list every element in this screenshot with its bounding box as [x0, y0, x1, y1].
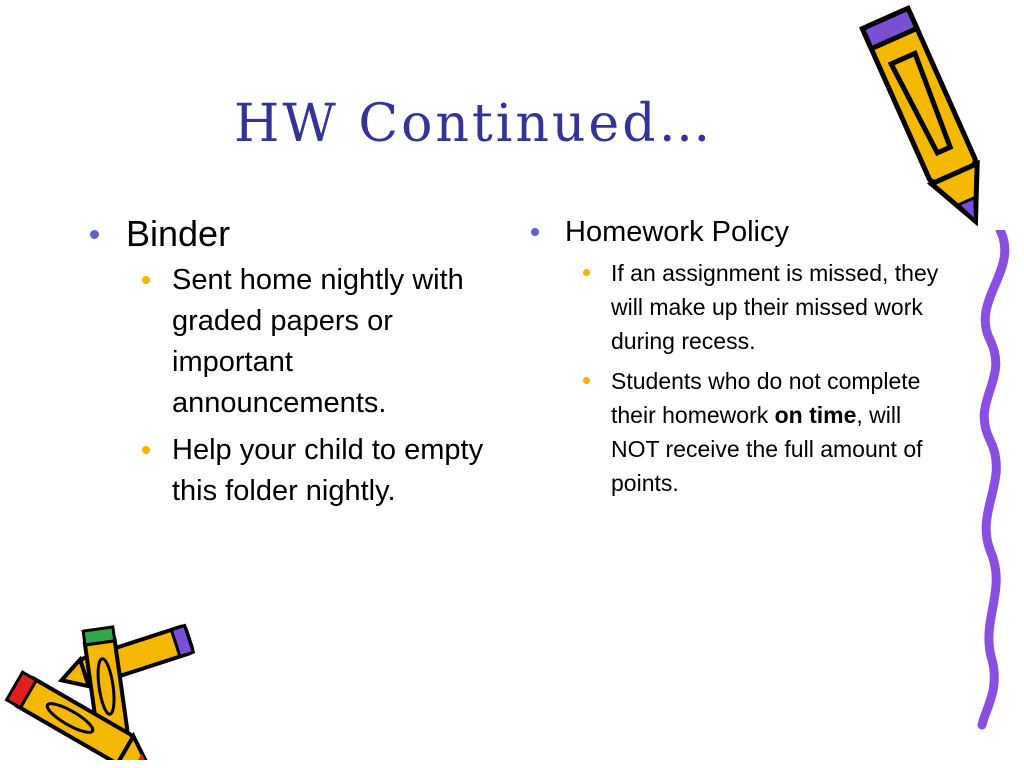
- sub-bullet-bold-text: on time: [774, 402, 857, 428]
- bullet-binder: [88, 212, 488, 256]
- sub-bullet: [527, 256, 947, 358]
- sub-bullet-dot-icon: [583, 269, 590, 276]
- slide-title: HW Continued…: [234, 94, 714, 154]
- right-column: [527, 212, 947, 506]
- pencil-icon: [858, 4, 1003, 240]
- left-column: [88, 212, 488, 518]
- sub-bullet-text-part2: , will NOT receive the full amount of points.: [611, 402, 923, 496]
- sub-bullet-text-part1: Students who do not complete their homework: [611, 368, 921, 428]
- bullet-homework-policy-text: Homework Policy: [565, 216, 789, 248]
- wavy-line-icon: [960, 230, 1020, 730]
- sub-bullet: [88, 260, 488, 424]
- bullet-dot-icon: [90, 230, 99, 239]
- policy-subitems: [527, 256, 947, 500]
- sub-bullet-dot-icon: [142, 276, 150, 284]
- sub-bullet: [527, 364, 947, 500]
- sub-bullet-text: Sent home nightly with graded papers or important announcements.: [172, 264, 464, 419]
- pencils-icon: [0, 618, 205, 760]
- bullet-binder-text: Binder: [126, 213, 231, 254]
- sub-bullet-text: Help your child to empty this folder nightly.: [172, 434, 484, 507]
- sub-bullet-text: If an assignment is missed, they will make up their missed work during recess.: [611, 260, 939, 354]
- bullet-dot-icon: [531, 228, 539, 236]
- sub-bullet-dot-icon: [142, 446, 150, 454]
- sub-bullet-dot-icon: [583, 377, 590, 384]
- binder-subitems: [88, 260, 488, 512]
- sub-bullet: [88, 430, 488, 512]
